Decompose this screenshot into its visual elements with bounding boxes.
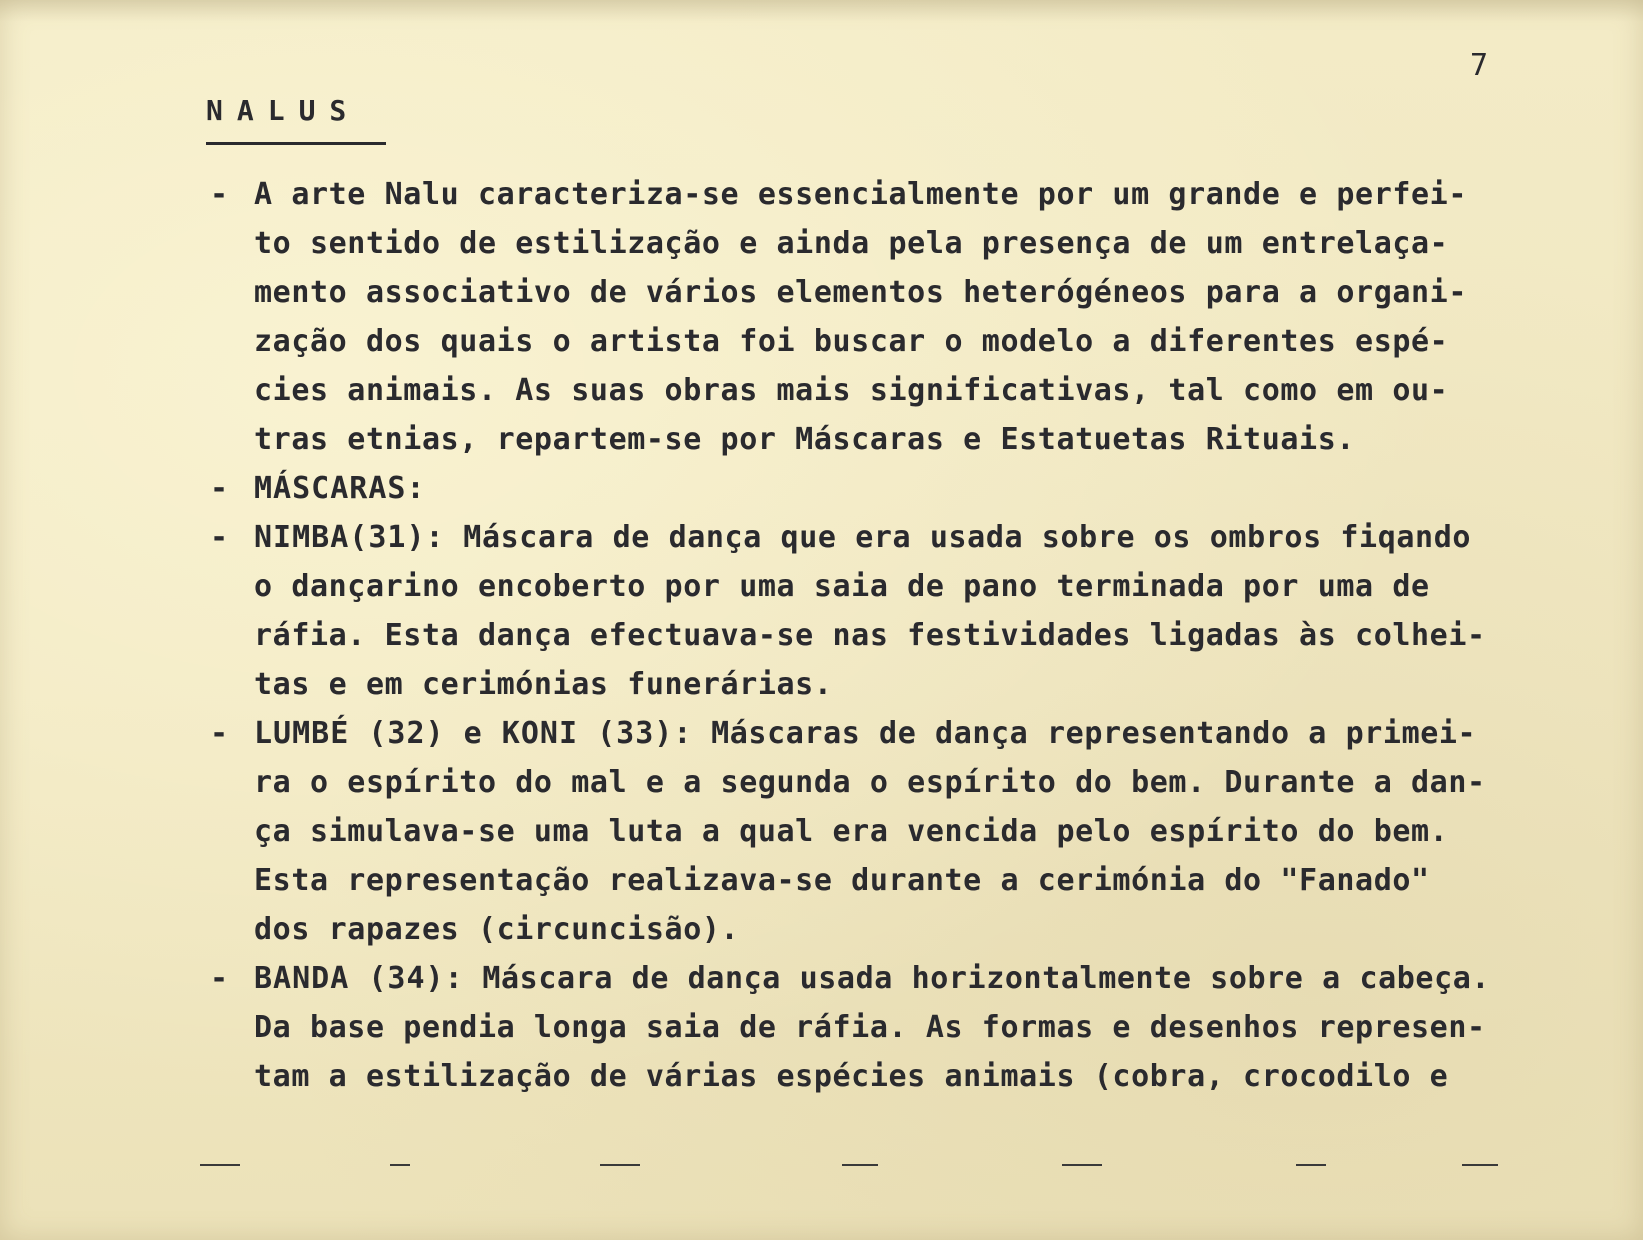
mask-title: NIMBA(31):	[254, 520, 445, 555]
bottom-dash-mark	[1296, 1164, 1326, 1166]
bottom-dash-mark	[1462, 1164, 1498, 1166]
page-heading: NALUS	[206, 94, 361, 127]
mask-title: LUMBÉ (32) e KONI (33):	[254, 716, 693, 751]
intro-text: A arte Nalu caracteriza-se essencialmente por um grande e perfei- to sentido de estilização e ainda pela presença de um entrelaça- mento associativo de vários elementos heterógéneos para a organi- zação dos quais o artista foi buscar o modelo a diferentes espé- cies animais. As suas obras mais significativas, tal como em ou- tras etnias, repartem-se por Máscaras e Estatuetas Rituais.	[254, 177, 1467, 457]
bullet-dash: -	[210, 177, 229, 212]
bullet-dash: -	[210, 716, 229, 751]
mask-entry-lumbe-koni	[210, 709, 1580, 954]
heading-underline	[206, 142, 386, 145]
mask-description: Máscara de dança usada horizontalmente sobre a cabeça. Da base pendia longa saia de ráfia. As formas e desenhos represen- tam a estilização de várias espécies animais (cobra, crocodilo e	[254, 961, 1491, 1094]
section-label	[210, 464, 1580, 513]
bullet-dash: -	[210, 961, 229, 996]
bottom-dash-mark	[1062, 1164, 1102, 1166]
section-label-text: MÁSCARAS:	[254, 471, 426, 506]
bullet-dash: -	[210, 471, 229, 506]
bottom-dash-mark	[600, 1164, 640, 1166]
bottom-dash-mark	[842, 1164, 878, 1166]
mask-entry-banda	[210, 954, 1580, 1101]
bottom-dash-mark	[390, 1164, 410, 1166]
paper-fold-shadow	[0, 0, 1643, 22]
bottom-dash-mark	[200, 1164, 240, 1166]
mask-title: BANDA (34):	[254, 961, 464, 996]
document-body	[210, 170, 1580, 1101]
mask-description: Máscara de dança que era usada sobre os ombros fiqando o dançarino encoberto por uma saia de pano terminada por uma de ráfia. Esta dança efectuava-se nas festividades ligadas às colhei- tas e em cerimónias funerárias.	[254, 520, 1486, 702]
mask-description: Máscaras de dança representando a primei- ra o espírito do mal e a segunda o espírito do bem. Durante a dan- ça simulava-se uma luta a qual era vencida pelo espírito do bem. Esta representação realizava-se durante a cerimónia do "Fanado" dos rapazes (circuncisão).	[254, 716, 1486, 947]
mask-entry-nimba	[210, 513, 1580, 709]
intro-paragraph	[210, 170, 1580, 464]
bullet-dash: -	[210, 520, 229, 555]
page-number: 7	[1470, 48, 1490, 83]
